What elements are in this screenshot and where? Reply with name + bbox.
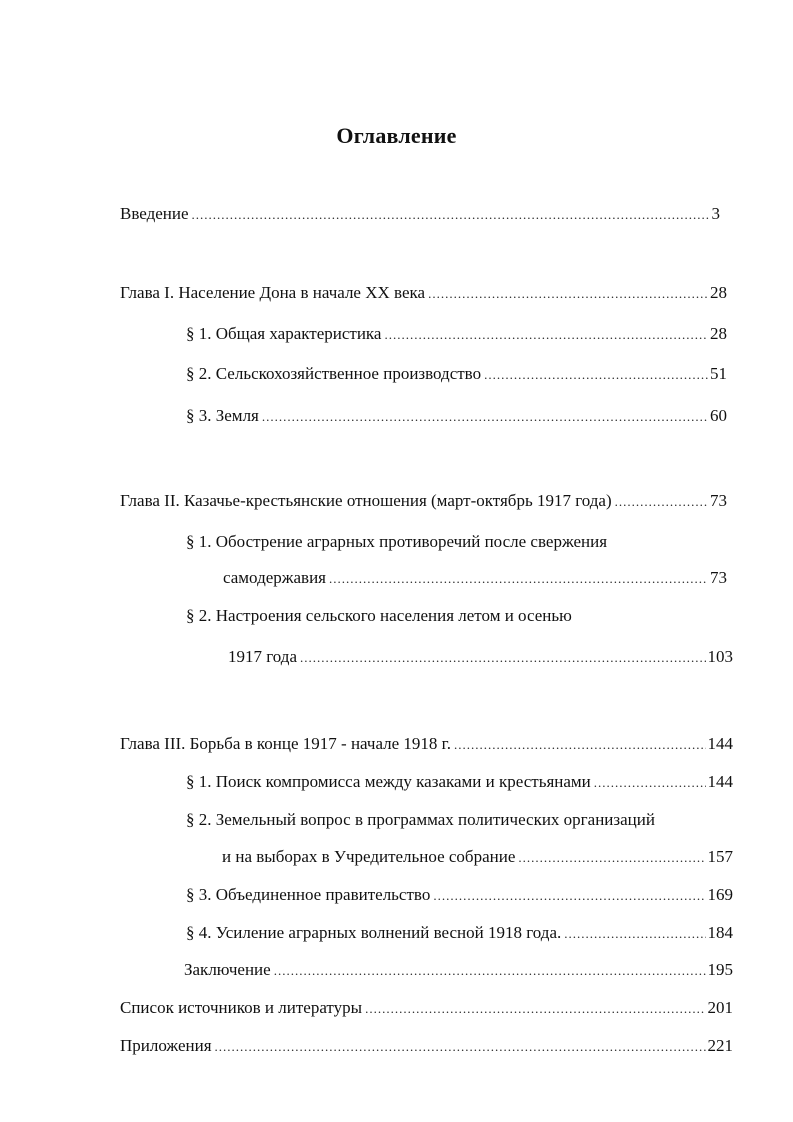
toc-entry-chapter-3-section-2-line-1[interactable]: § 2. Земельный вопрос в программах политических организаций [186, 810, 655, 829]
dot-leader [615, 491, 708, 513]
toc-entry-chapter-3-section-4[interactable] [186, 922, 733, 945]
toc-entry-chapter-1-section-1[interactable] [186, 323, 727, 346]
toc-entry-chapter-1[interactable] [120, 282, 727, 305]
toc-entry-chapter-3-section-3[interactable] [186, 884, 733, 907]
toc-entry-chapter-1-section-2[interactable] [186, 363, 727, 386]
toc-label: § 4. Усиление аграрных волнений весной 1918 года. [186, 923, 562, 942]
toc-page-number: 144 [707, 772, 733, 791]
toc-page-number: 195 [707, 960, 733, 979]
toc-entry-chapter-3-section-2-line-2[interactable] [222, 846, 733, 869]
toc-entry-chapter-3-section-1[interactable] [186, 771, 733, 794]
page-title: Оглавление [336, 123, 457, 148]
toc-entry-chapter-3[interactable] [120, 733, 733, 756]
toc-entry-conclusion[interactable] [184, 959, 733, 982]
toc-label: Глава III. Борьба в конце 1917 - начале 1918 г. [120, 734, 451, 753]
toc-entry-sources[interactable] [120, 997, 733, 1020]
dot-leader [384, 324, 708, 346]
toc-page-number: 73 [710, 568, 727, 587]
toc-page-number: 3 [711, 204, 720, 223]
dot-leader [518, 847, 705, 869]
toc-entry-chapter-2[interactable] [120, 490, 727, 513]
toc-label: Глава II. Казачье-крестьянские отношения (март-октябрь 1917 года) [120, 491, 612, 510]
toc-page-number: 169 [707, 885, 733, 904]
dot-leader [215, 1036, 706, 1058]
toc-label: 1917 года [228, 647, 298, 666]
toc-label: Заключение [184, 960, 271, 979]
toc-page-number: 221 [707, 1036, 733, 1055]
toc-label: § 1. Общая характеристика [186, 324, 382, 343]
toc-label: § 3. Объединенное правительство [186, 885, 431, 904]
dot-leader [484, 364, 708, 386]
toc-label: Введение [120, 204, 189, 223]
toc-label: Глава I. Население Дона в начале XX века [120, 283, 426, 302]
toc-entry-appendices[interactable] [120, 1035, 733, 1058]
dot-leader [274, 960, 706, 982]
toc-entry-introduction[interactable] [120, 203, 720, 226]
toc-label: § 2. Сельскохозяйственное производство [186, 364, 482, 383]
toc-page-number: 28 [710, 283, 727, 302]
dot-leader [454, 734, 706, 756]
toc-label: § 3. Земля [186, 406, 259, 425]
toc-entry-chapter-2-section-2-line-2[interactable] [228, 646, 733, 669]
toc-label: § 1. Поиск компромисса между казаками и крестьянами [186, 772, 591, 791]
toc-page-number: 28 [710, 324, 727, 343]
dot-leader [564, 923, 705, 945]
dot-leader [428, 283, 708, 305]
toc-label: Приложения [120, 1036, 212, 1055]
toc-page-number: 60 [710, 406, 727, 425]
dot-leader [594, 772, 706, 794]
dot-leader [262, 406, 708, 428]
toc-label: Список источников и литературы [120, 998, 363, 1017]
toc-entry-chapter-2-section-2-line-1[interactable]: § 2. Настроения сельского населения летом и осенью [186, 606, 572, 625]
toc-page-number: 144 [707, 734, 733, 753]
toc-page-number: 73 [710, 491, 727, 510]
dot-leader [329, 568, 708, 590]
toc-page-number: 103 [707, 647, 733, 666]
dot-leader [433, 885, 705, 907]
dot-leader [300, 647, 705, 669]
toc-page-number: 201 [707, 998, 733, 1017]
dot-leader [365, 998, 705, 1020]
toc-page-number: 51 [710, 364, 727, 383]
toc-entry-chapter-2-section-1-line-2[interactable] [223, 567, 727, 590]
toc-entry-chapter-1-section-3[interactable] [186, 405, 727, 428]
toc-label: самодержавия [223, 568, 326, 587]
dot-leader [192, 204, 710, 226]
toc-page-number: 184 [707, 923, 733, 942]
toc-entry-chapter-2-section-1-line-1[interactable]: § 1. Обострение аграрных противоречий после свержения [186, 532, 608, 551]
toc-label: и на выборах в Учредительное собрание [222, 847, 516, 866]
toc-page-number: 157 [707, 847, 733, 866]
